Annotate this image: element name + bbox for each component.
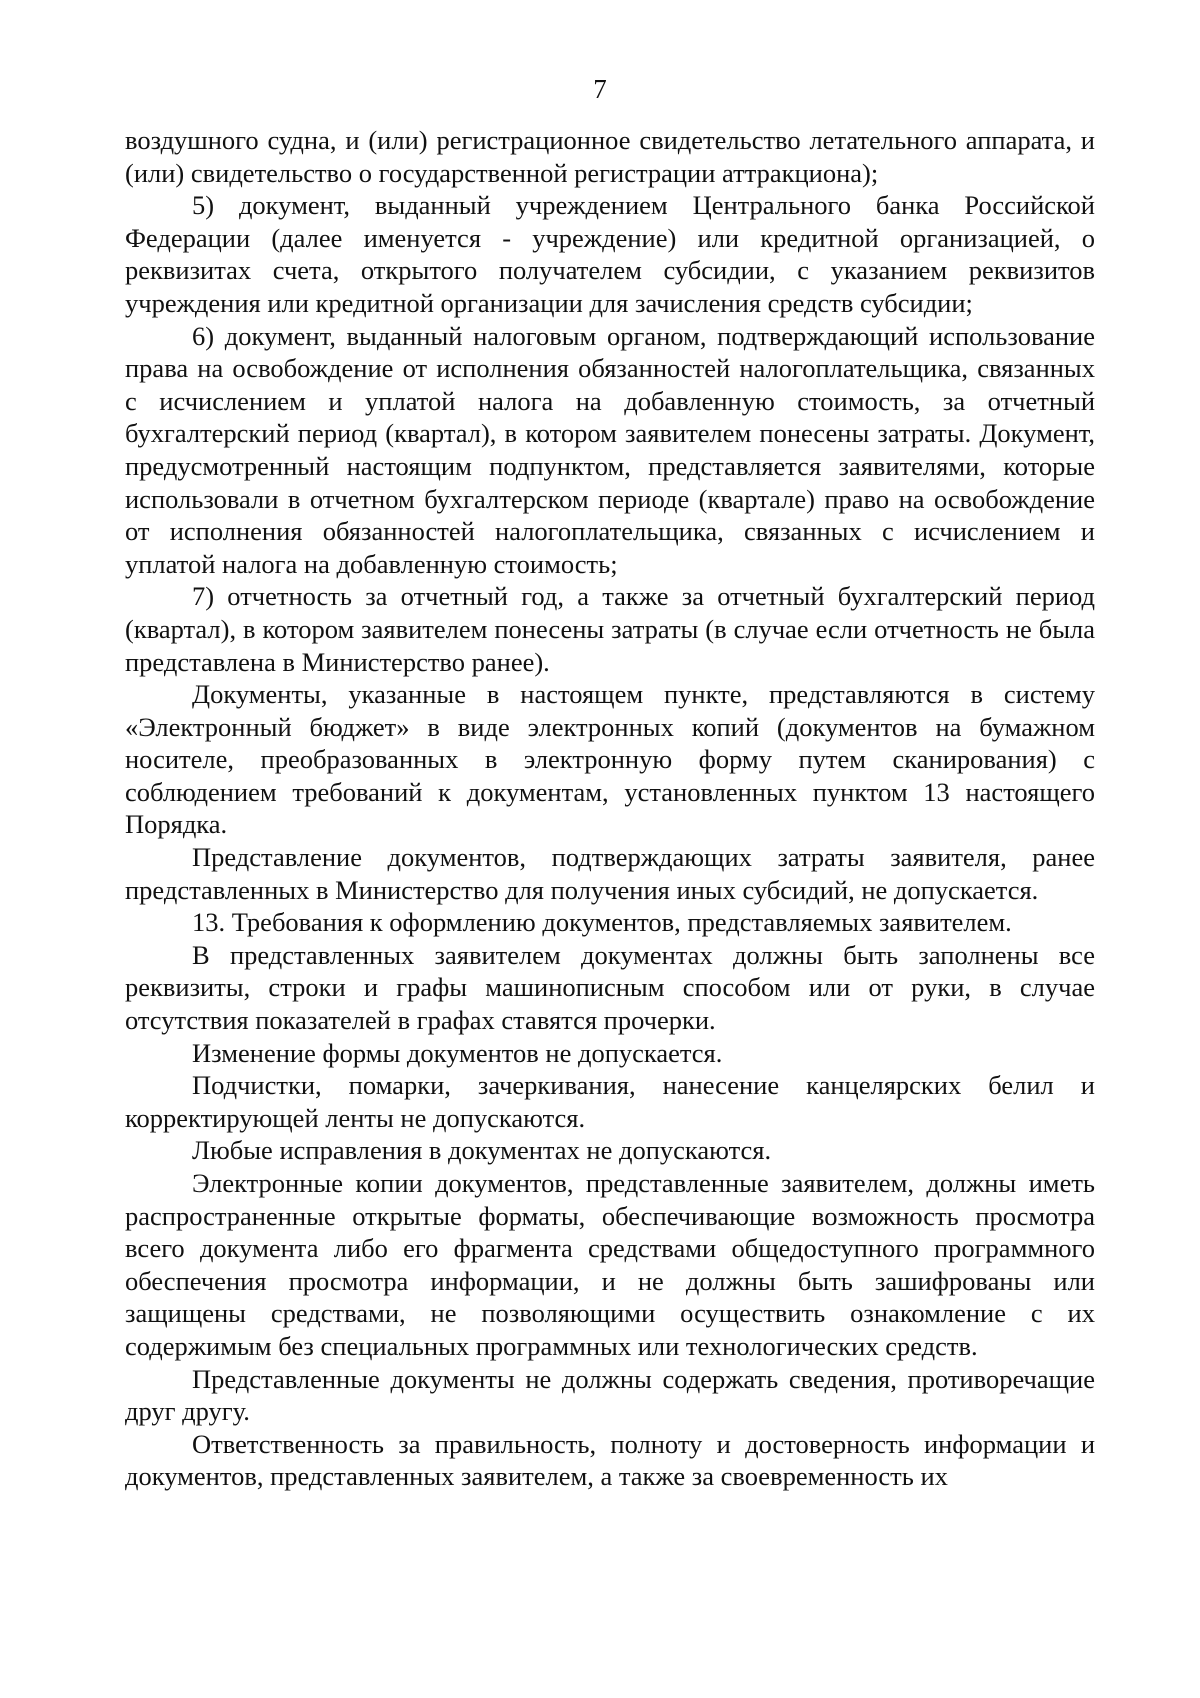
paragraph-responsibility: Ответственность за правильность, полноту и достоверность информации и документов, представленных заявителем, а также за своевременность их	[125, 1428, 1095, 1492]
paragraph-documents-submission: Документы, указанные в настоящем пункте, представляются в систему «Электронный бюджет» в виде электронных копий (документов на бумажном носителе, преобразованных в электронную форму путем сканирования) с соблюдением требований к документам, установленных пунктом 13 настоящего Порядка.	[125, 679, 1095, 840]
paragraph-form-unchanged: Изменение формы документов не допускается.	[192, 1037, 723, 1068]
paragraph-no-duplicate-submission: Представление документов, подтверждающих затраты заявителя, ранее представленных в Министерство для получения иных субсидий, не допускается.	[125, 842, 1095, 905]
paragraph-item-6: 6) документ, выданный налоговым органом, подтверждающий использование права на освобождение от исполнения обязанностей налогоплательщика, связанных с исчислением и уплатой налога на добавленную стоимость, за отчетный бухгалтерский период (квартал), в котором заявителем понесены затраты. Документ, предусмотренный настоящим подпунктом, представляется заявителями, которые использовали в отчетном бухгалтерском периоде (квартале) право на освобождение от исполнения обязанностей налогоплательщика, связанных с исчислением и уплатой налога на добавленную стоимость;	[125, 320, 1095, 579]
paragraph-no-erasures: Подчистки, помарки, зачеркивания, нанесение канцелярских белил и корректирующей ленты не допускаются.	[125, 1070, 1095, 1133]
paragraph-item-7: 7) отчетность за отчетный год, а также за отчетный бухгалтерский период (квартал), в котором заявителем понесены затраты (в случае если отчетность не была представлена в Министерство ранее).	[125, 581, 1095, 677]
document-body	[125, 124, 1095, 1493]
page-number: 7	[593, 74, 607, 104]
paragraph-section-13-heading: 13. Требования к оформлению документов, представляемых заявителем.	[192, 907, 1012, 938]
paragraph-requisites-filled: В представленных заявителем документах должны быть заполнены все реквизиты, строки и графы машинописным способом или от руки, в случае отсутствия показателей в графах ставятся прочерки.	[125, 939, 1095, 1036]
paragraph-no-corrections: Любые исправления в документах не допускаются.	[192, 1135, 772, 1166]
paragraph-continuation: воздушного судна, и (или) регистрационное свидетельство летательного аппарата, и (или) свидетельство о государственной регистрации аттракциона);	[125, 125, 1095, 188]
paragraph-item-5: 5) документ, выданный учреждением Центрального банка Российской Федерации (далее именуется - учреждение) или кредитной организацией, о реквизитах счета, открытого получателем субсидии, с указанием реквизитов учреждения или кредитной организации для зачисления средств субсидии;	[125, 190, 1095, 318]
paragraph-electronic-copies: Электронные копии документов, представленные заявителем, должны иметь распространенные открытые форматы, обеспечивающие возможность просмотра всего документа либо его фрагмента средствами общедоступного программного обеспечения просмотра информации, и не должны быть зашифрованы или защищены средствами, не позволяющими осуществить ознакомление с их содержимым без специальных программных или технологических средств.	[125, 1168, 1095, 1361]
paragraph-no-contradictions: Представленные документы не должны содержать сведения, противоречащие друг другу.	[125, 1363, 1095, 1427]
